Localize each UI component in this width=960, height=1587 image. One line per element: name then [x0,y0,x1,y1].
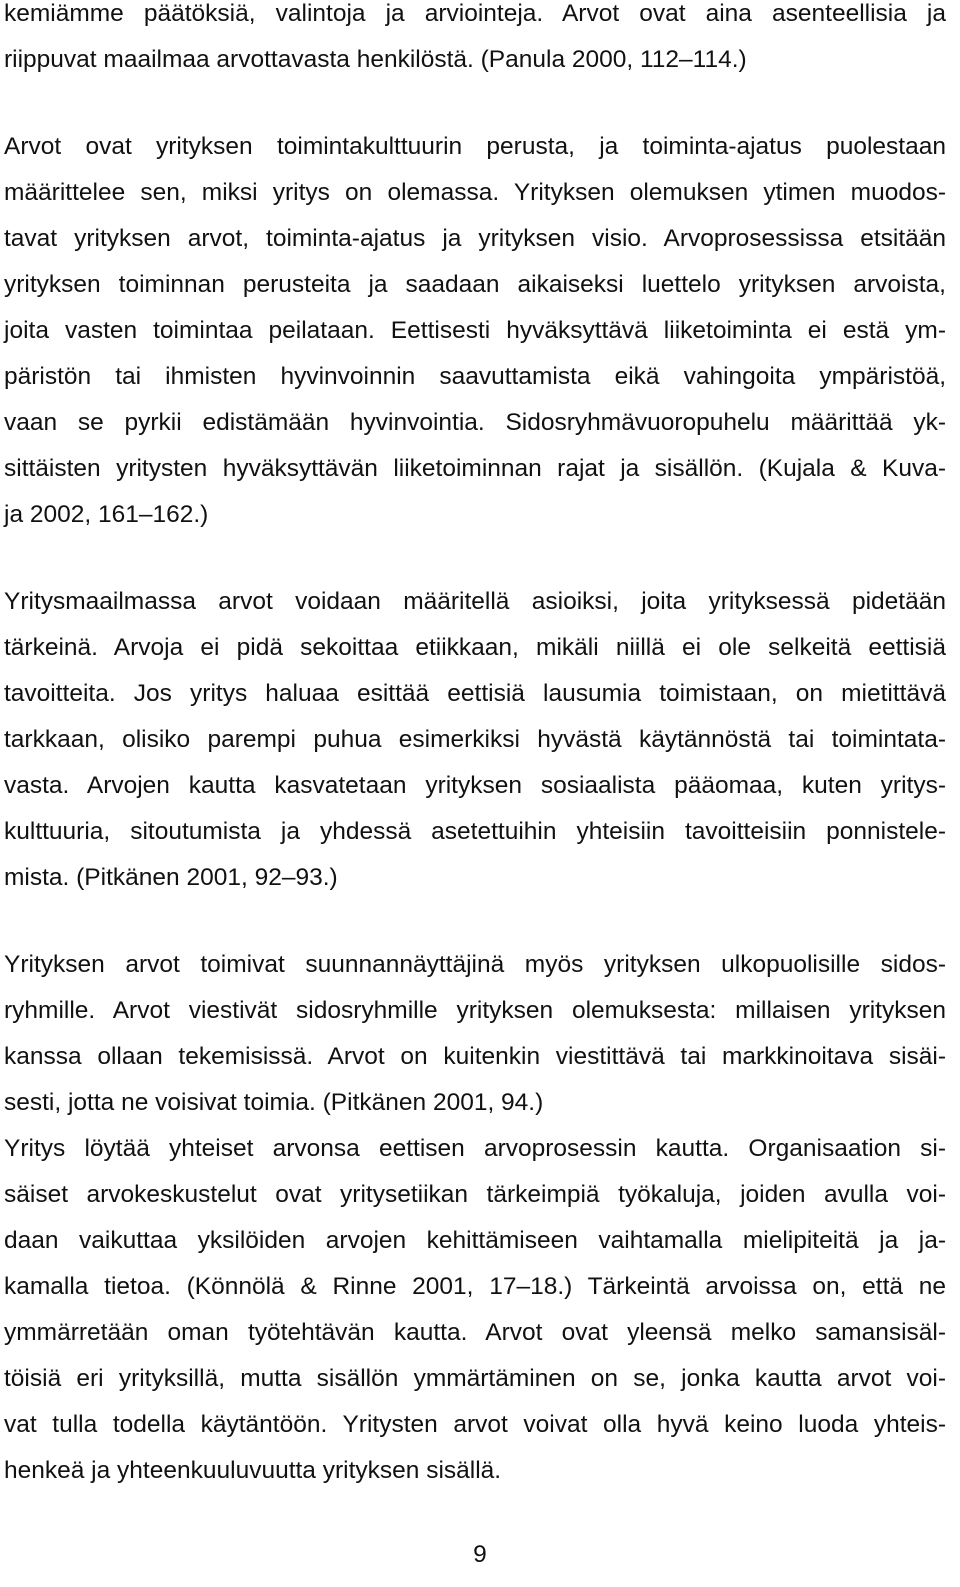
text-line: Yritys löytää yhteiset arvonsa eettisen arvoprosessin kautta. Organisaation si- [4,1135,946,1162]
text-line: tavoitteita. Jos yritys haluaa esittää eettisiä lausumia toimistaan, on mietittävä [4,680,946,707]
text-line: sesti, jotta ne voisivat toimia. (Pitkänen 2001, 94.) [4,1089,544,1116]
paragraph-1 [4,0,946,92]
paragraph-4 [4,951,946,1135]
text-line: Arvot ovat yrityksen toimintakulttuurin perusta, ja toiminta-ajatus puolestaan [4,133,946,160]
text-line: ryhmille. Arvot viestivät sidosryhmille yrityksen olemuksesta: millaisen yrityksen [4,997,946,1024]
text-line: ja 2002, 161–162.) [4,501,209,528]
text-line: säiset arvokeskustelut ovat yritysetiikan tärkeimpiä työkaluja, joiden avulla voi- [4,1181,946,1208]
text-line: joita vasten toimintaa peilataan. Eettisesti hyväksyttävä liiketoiminta ei estä ym- [4,317,946,344]
text-line: riippuvat maailmaa arvottavasta henkilöstä. (Panula 2000, 112–114.) [4,46,747,73]
text-line: daan vaikuttaa yksilöiden arvojen kehittämiseen vaihtamalla mielipiteitä ja ja- [4,1227,946,1254]
text-line: vaan se pyrkii edistämään hyvinvointia. Sidosryhmävuoropuhelu määrittää yk- [4,409,946,436]
body-text [4,0,946,1503]
text-line: tärkeinä. Arvoja ei pidä sekoittaa etiikkaan, mikäli niillä ei ole selkeitä eettisiä [4,634,946,661]
page-number: 9 [473,1541,487,1568]
paragraph-spacer [4,92,946,133]
paragraph-5 [4,1135,946,1503]
text-line: vasta. Arvojen kautta kasvatetaan yrityksen sosiaalista pääomaa, kuten yritys- [4,772,946,799]
text-line: tarkkaan, olisiko parempi puhua esimerkiksi hyvästä käytännöstä tai toimintata- [4,726,946,753]
text-line: vat tulla todella käytäntöön. Yritysten arvot voivat olla hyvä keino luoda yhteis- [4,1411,946,1438]
text-line: ymmärretään oman työtehtävän kautta. Arvot ovat yleensä melko samansisäl- [4,1319,946,1346]
text-line: Yritysmaailmassa arvot voidaan määritellä asioiksi, joita yrityksessä pidetään [4,588,946,615]
text-line: henkeä ja yhteenkuuluvuutta yrityksen sisällä. [4,1457,502,1484]
text-line: kanssa ollaan tekemisissä. Arvot on kuitenkin viestittävä tai markkinoitava sisäi- [4,1043,946,1070]
text-line: yrityksen toiminnan perusteita ja saadaan aikaiseksi luettelo yrityksen arvoista, [4,271,946,298]
text-line: mista. (Pitkänen 2001, 92–93.) [4,864,338,891]
paragraph-2 [4,133,946,547]
text-line: määrittelee sen, miksi yritys on olemassa. Yrityksen olemuksen ytimen muodos- [4,179,946,206]
text-line: kemiämme päätöksiä, valintoja ja arviointeja. Arvot ovat aina asenteellisia ja [4,0,946,27]
text-line: kulttuuria, sitoutumista ja yhdessä asetettuihin yhteisiin tavoitteisiin ponnistele- [4,818,946,845]
text-line: Yrityksen arvot toimivat suunnannäyttäjinä myös yrityksen ulkopuolisille sidos- [4,951,946,978]
text-line: päristön tai ihmisten hyvinvoinnin saavuttamista eikä vahingoita ympäristöä, [4,363,946,390]
text-line: kamalla tietoa. (Könnölä & Rinne 2001, 17–18.) Tärkeintä arvoissa on, että ne [4,1273,946,1300]
paragraph-3 [4,588,946,910]
paragraph-spacer [4,547,946,588]
text-line: töisiä eri yrityksillä, mutta sisällön ymmärtäminen on se, jonka kautta arvot voi- [4,1365,946,1392]
text-line: sittäisten yritysten hyväksyttävän liiketoiminnan rajat ja sisällön. (Kujala & Kuva- [4,455,946,482]
paragraph-spacer [4,910,946,951]
text-line: tavat yrityksen arvot, toiminta-ajatus ja yrityksen visio. Arvoprosessissa etsitään [4,225,946,252]
